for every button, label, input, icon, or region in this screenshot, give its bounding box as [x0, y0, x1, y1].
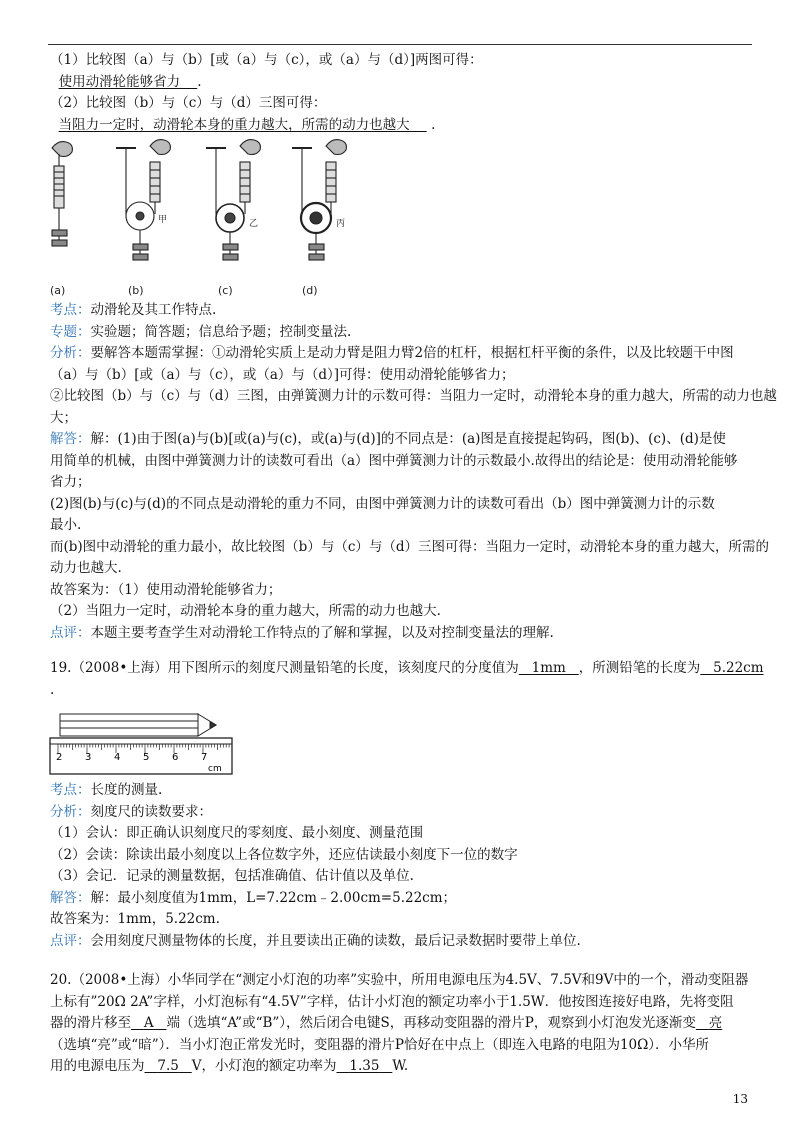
q18-fenxi-2: （a）与（b）[或（a）与（c），或（a）与（d）]可得：使用动滑轮能够省力；	[50, 366, 515, 383]
q19-stem-b: ，所测铅笔的长度为	[578, 660, 701, 676]
pulley-figure	[44, 138, 364, 298]
q20-stem	[50, 970, 756, 1078]
pulley-figure-svg	[44, 138, 364, 298]
q19-fenxi: 分析：刻度尺的读数要求：	[50, 803, 212, 820]
q18-dianping: 点评：本题主要考查学生对动滑轮工作特点的了解和掌握，以及对控制变量法的理解.	[50, 624, 554, 641]
q20-blank-voltage: 7.5	[157, 1058, 179, 1074]
figure-b	[116, 140, 170, 260]
q18-line2: （2）比较图（b）与（c）与（d）三图可得：	[50, 95, 327, 111]
fig-label-b: (b)	[128, 284, 144, 297]
q20-line2: 上标有”20Ω 2A”字样，小灯泡标有“4.5V”字样，估计小灯泡的额定功率小于1.5W．他按图连接好电路，先将变阻	[50, 993, 734, 1010]
q18-jieda-5: 最小.	[50, 517, 82, 533]
q20-blank-a: A	[143, 1015, 154, 1031]
ruler-label-7: 7	[201, 752, 208, 763]
q18-answer1: 使用动滑轮能够省力 .	[58, 73, 202, 90]
q19-blank2: 5.22cm	[713, 660, 764, 676]
figure-a	[52, 142, 72, 246]
q18-jieda-3: 省力；	[50, 474, 91, 490]
q18-answer1-text: 使用动滑轮能够省力	[58, 73, 181, 90]
q18-answer2-text: 当阻力一定时，动滑轮本身的重力越大，所需的动力也越大	[58, 116, 410, 133]
q18-jieda-2: 用简单的机械，由图中弹簧测力计的读数可看出（a）图中弹簧测力计的示数最小.故得出的结论是：使用动滑轮能够	[50, 452, 738, 469]
page-number: 13	[732, 1092, 748, 1106]
ruler-label-6: 6	[172, 752, 179, 763]
q20-line5: 用的电源电压为 7.5 V，小灯泡的额定功率为 1.35 W.	[50, 1058, 409, 1074]
q20-line1: 20.（2008•上海）小华同学在“测定小灯泡的功率”实验中，所用电源电压为4.5V、7.5V和9V中的一个，滑动变阻器	[50, 972, 749, 988]
q20-blank-liang: 亮	[708, 1015, 723, 1031]
q19-blank1: 1mm	[531, 660, 566, 676]
fig-label-d: (d)	[302, 284, 318, 297]
ruler-figure-svg	[48, 708, 238, 778]
ruler-label-4: 4	[114, 752, 121, 763]
q19-analysis	[50, 780, 756, 952]
q20-blank-power: 1.35	[349, 1058, 380, 1074]
ruler-label-2: 2	[56, 752, 63, 763]
q18-fenxi-3: ②比较图（b）与（c）与（d）三图，由弹簧测力计的示数可得：当阻力一定时，动滑轮本身的重力越大，所需的动力也越	[50, 388, 777, 404]
fig-mark-jia: 甲	[158, 215, 168, 225]
q18-jieda: 解答：解：(1)由于图(a)与(b)[或(a)与(c)，或(a)与(d)]的不同点是：(a)图是直接提起钩码，图(b)、(c)、(d)是使	[50, 431, 726, 447]
q19-stem	[50, 658, 764, 701]
ruler-label-5: 5	[143, 752, 150, 763]
q19-stem-a: 19.（2008•上海）用下图所示的刻度尺测量铅笔的长度，该刻度尺的分度值为	[50, 660, 519, 676]
q18-kaodian: 考点：动滑轮及其工作特点.	[50, 302, 217, 318]
q18-line1: （1）比较图（a）与（b）[或（a）与（c），或（a）与（d）]两图可得：	[50, 52, 483, 68]
ruler-label-3: 3	[85, 752, 92, 763]
q18-analysis	[50, 300, 777, 644]
q18-jieda-6: 而(b)图中动滑轮的重力最小，故比较图（b）与（c）与（d）三图可得：当阻力一定时，动滑轮本身的重力越大，所需的	[50, 538, 770, 555]
ruler-figure	[48, 708, 238, 778]
q18-fenxi: 分析：要解答本题需掌握：①动滑轮实质上是动力臂是阻力臂2倍的杠杆，根据杠杆平衡的条件，以及比较题干中图	[50, 345, 734, 361]
fig-label-a: (a)	[50, 284, 66, 297]
q19-jieda: 解答：解：最小刻度值为1mm，L=7.22cm﹣2.00cm=5.22cm；	[50, 889, 457, 906]
figure-c	[206, 140, 260, 260]
q19-dianping: 点评：会用刻度尺测量物体的长度，并且要读出正确的读数，最后记录数据时要带上单位.	[50, 932, 581, 949]
header-rule	[48, 44, 752, 45]
q20-line3: 器的滑片移至 A 端（选填“A”或“B”），然后闭合电键S，再移动变阻器的滑片P，观察到小灯泡发光逐渐变 亮	[50, 1015, 723, 1031]
q18-answer-lines	[50, 50, 756, 136]
fig-mark-yi: 乙	[249, 219, 259, 229]
q18-daan-1: 故答案为：（1）使用动滑轮能够省力；	[50, 581, 282, 598]
q19-daan: 故答案为：1mm，5.22cm.	[50, 911, 220, 927]
q19-f1: （1）会认：即正确认识刻度尺的零刻度、最小刻度、测量范围	[50, 825, 424, 841]
ruler-unit: cm	[208, 764, 222, 774]
fig-label-c: (c)	[218, 284, 233, 297]
q18-jieda-4: (2)图(b)与(c)与(d)的不同点是动滑轮的重力不同，由图中弹簧测力计的读数可看出（b）图中弹簧测力计的示数	[50, 495, 715, 512]
fig-mark-bing: 丙	[336, 219, 346, 229]
q18-jieda-7: 动力也越大.	[50, 560, 122, 576]
q19-stem-end: .	[50, 681, 55, 698]
figure-d	[292, 140, 346, 260]
q19-f2: （2）会读：除读出最小刻度以上各位数字外，还应估读最小刻度下一位的数字	[50, 846, 518, 863]
q20-line4: （选填“亮”或“暗”）．当小灯泡正常发光时，变阻器的滑片P恰好在中点上（即连入电路的电阻为10Ω）．小华所	[50, 1036, 710, 1053]
q18-answer2: 当阻力一定时，动滑轮本身的重力越大，所需的动力也越大 .	[58, 116, 436, 133]
q18-zhuanti: 专题：实验题；简答题；信息给予题；控制变量法.	[50, 323, 352, 340]
q19-kaodian: 考点：长度的测量.	[50, 782, 163, 798]
q18-daan-2: （2）当阻力一定时，动滑轮本身的重力越大，所需的动力也越大.	[50, 603, 441, 619]
q19-f3: （3）会记．记录的测量数据，包括准确值、估计值以及单位.	[50, 868, 414, 884]
q18-fenxi-4: 大；	[50, 409, 77, 426]
